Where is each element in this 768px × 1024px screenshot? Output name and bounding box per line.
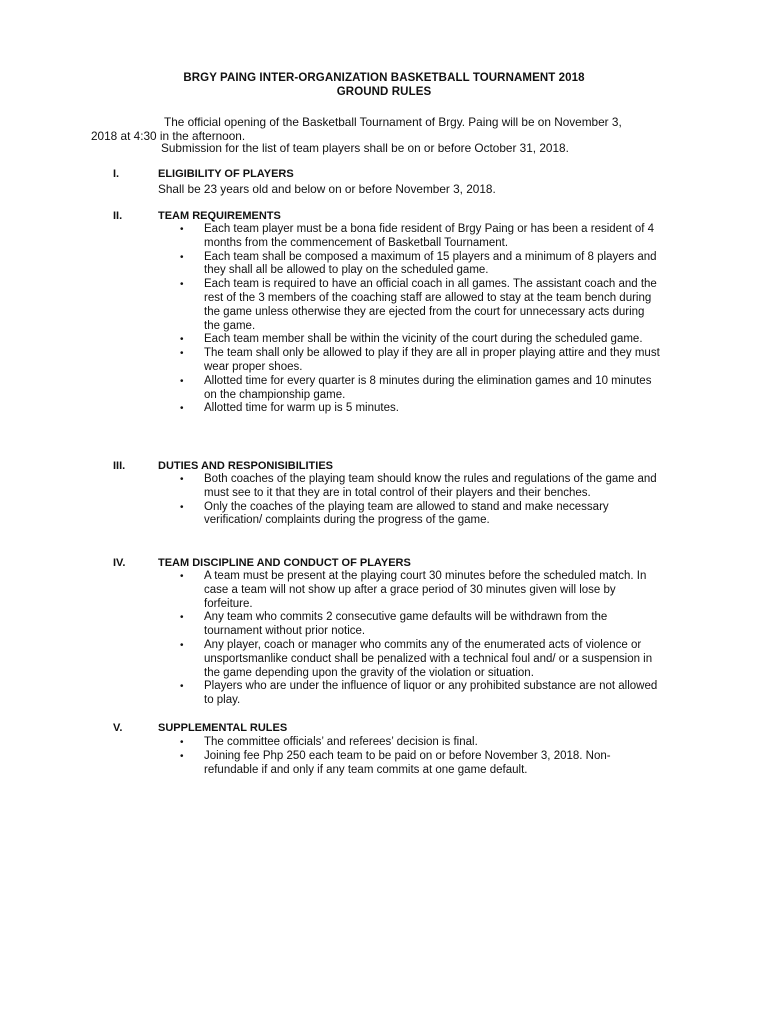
list-item-text: Both coaches of the playing team should know the rules and regulations of the game and must see to it that they are in total control of their players and their benches. xyxy=(204,473,657,499)
bullet-icon: • xyxy=(180,279,184,291)
list-item xyxy=(180,333,660,347)
list-item-text: Each team is required to have an official coach in all games. The assistant coach and the rest of the 3 members of the coaching staff are allowed to stay at the team bench during the game unless otherwise they are ejected from the court for unnecessary acts during the game. xyxy=(204,278,657,332)
list-item xyxy=(180,611,660,639)
bullet-icon: • xyxy=(180,375,184,387)
list-item xyxy=(180,473,660,501)
list-item xyxy=(180,639,660,680)
bullet-icon: • xyxy=(180,403,184,415)
list-item-text: A team must be present at the playing court 30 minutes before the scheduled match. In case a team will not show up after a grace period of 30 minutes given will lose by forfeiture. xyxy=(204,570,647,610)
document-title: BRGY PAING INTER-ORGANIZATION BASKETBALL TOURNAMENT 2018 xyxy=(183,72,585,84)
list-item xyxy=(180,347,660,375)
intro-line-1: The official opening of the Basketball Tournament of Brgy. Paing will be on November 3, xyxy=(164,115,622,129)
list-item-text: Each team member shall be within the vicinity of the court during the scheduled game. xyxy=(204,333,643,346)
list-item-text: Each team shall be composed a maximum of 15 players and a minimum of 8 players and they shall all be allowed to play on the scheduled game. xyxy=(204,250,657,277)
list-item xyxy=(180,223,660,251)
list-item-text: Joining fee Php 250 each team to be paid on or before November 3, 2018. Non-refundable if and only if any team commits at one game default. xyxy=(204,749,611,776)
bullet-icon: • xyxy=(180,474,184,485)
bullet-icon: • xyxy=(180,750,184,762)
bullet-icon: • xyxy=(180,639,184,651)
list-item xyxy=(180,251,660,279)
bullet-icon: • xyxy=(180,224,184,235)
section-number: IV. xyxy=(113,557,126,569)
list-item xyxy=(180,501,660,529)
list-item-text: Only the coaches of the playing team are allowed to stand and make necessary verification/ complaints during the progress of the game. xyxy=(204,500,609,527)
eligibility-text: Shall be 23 years old and below on or before November 3, 2018. xyxy=(158,182,496,196)
section-number: I. xyxy=(113,168,120,180)
list-item xyxy=(180,570,660,611)
list-item-text: Any player, coach or manager who commits any of the enumerated acts of violence or unsportsmanlike conduct shall be penalized with a technical foul and/ or a suspension in the game depending upon the gravity of the violation or situation. xyxy=(204,638,653,679)
list-item-text: The team shall only be allowed to play if they are all in proper playing attire and they must wear proper shoes. xyxy=(204,347,660,373)
section-heading-supplemental: SUPPLEMENTAL RULES xyxy=(158,722,288,734)
supplemental-list xyxy=(180,736,660,777)
section-heading-team-requirements: TEAM REQUIREMENTS xyxy=(158,210,281,222)
document-subtitle: GROUND RULES xyxy=(336,86,432,98)
bullet-icon: • xyxy=(180,348,184,360)
discipline-list xyxy=(180,570,660,708)
bullet-icon: • xyxy=(180,334,184,346)
list-item-text: Allotted time for every quarter is 8 minutes during the elimination games and 10 minutes on the championship game. xyxy=(204,374,652,401)
list-item-text: Players who are under the influence of liquor or any prohibited substance are not allowed to play. xyxy=(204,680,658,707)
list-item-text: Allotted time for warm up is 5 minutes. xyxy=(204,402,399,415)
team-requirements-list xyxy=(180,223,660,416)
bullet-icon: • xyxy=(180,681,184,693)
list-item xyxy=(180,736,660,750)
duties-list xyxy=(180,473,660,528)
list-item-text: The committee officials’ and referees’ decision is final. xyxy=(204,736,478,748)
section-heading-duties: DUTIES AND RESPONISIBILITIES xyxy=(158,460,334,472)
list-item xyxy=(180,402,660,416)
list-item-text: Any team who commits 2 consecutive game defaults will be withdrawn from the tournament without prior notice. xyxy=(204,611,608,638)
intro-line-3: Submission for the list of team players shall be on or before October 31, 2018. xyxy=(161,141,569,155)
section-heading-eligibility: ELIGIBILITY OF PLAYERS xyxy=(158,168,294,180)
bullet-icon: • xyxy=(180,501,184,513)
bullet-icon: • xyxy=(180,612,184,624)
intro-line-2: 2018 at 4:30 in the afternoon. xyxy=(91,129,246,143)
list-item xyxy=(180,750,660,778)
list-item xyxy=(180,278,660,333)
bullet-icon: • xyxy=(180,251,184,263)
section-number: V. xyxy=(113,722,123,734)
list-item xyxy=(180,680,660,708)
section-heading-discipline: TEAM DISCIPLINE AND CONDUCT OF PLAYERS xyxy=(158,557,411,569)
list-item-text: Each team player must be a bona fide resident of Brgy Paing or has been a resident of 4 months from the commencement of Basketball Tournament. xyxy=(204,223,655,249)
bullet-icon: • xyxy=(180,571,184,582)
section-number: III. xyxy=(113,460,126,472)
bullet-icon: • xyxy=(180,737,184,748)
list-item xyxy=(180,375,660,403)
section-number: II. xyxy=(113,210,123,222)
